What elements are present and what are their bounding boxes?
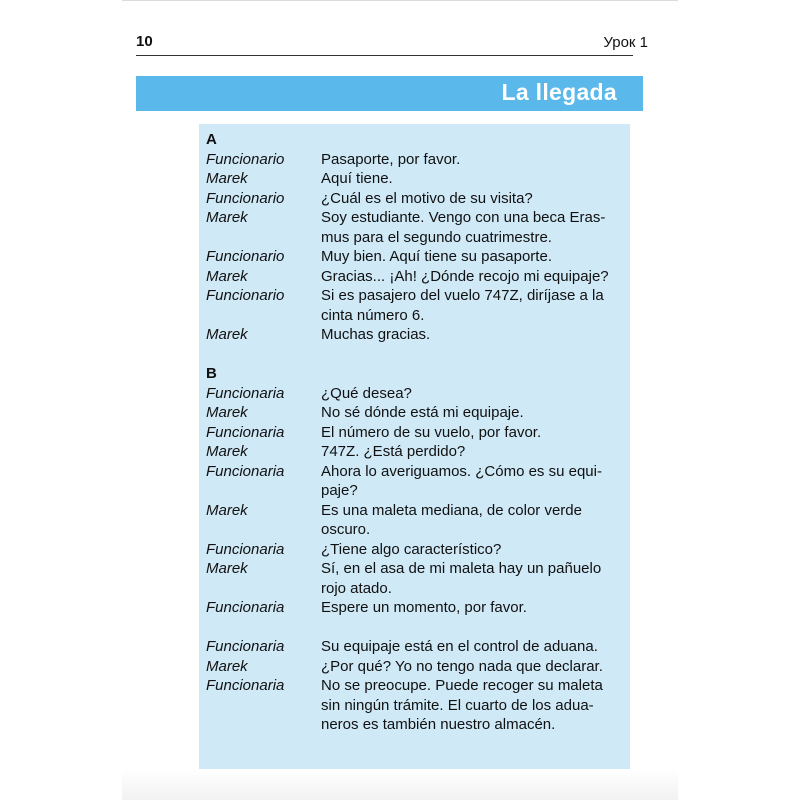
dialog-line: [206, 579, 626, 599]
speaker-name: Marek: [206, 326, 248, 343]
dialog-line: [206, 306, 626, 326]
speaker-name: [206, 306, 321, 326]
dialog-line: [206, 520, 626, 540]
section-label: B: [206, 365, 217, 382]
utterance-text: Es una maleta mediana, de color verde: [321, 501, 582, 519]
dialog-line: [206, 598, 626, 618]
utterance-text: Su equipaje está en el control de aduana.: [321, 638, 598, 655]
dialog-line: [206, 442, 626, 462]
page-bottom-shadow: [122, 770, 678, 800]
dialog-line: [206, 325, 626, 345]
speaker-name: Marek: [206, 443, 248, 460]
speaker-name: [206, 481, 321, 501]
dialog-line: [206, 267, 626, 287]
speaker-name: [206, 715, 321, 735]
dialog-section: [206, 364, 626, 735]
speaker-name: Marek: [206, 170, 248, 187]
dialog-line: [206, 559, 626, 579]
speaker-name: Funcionaria: [206, 599, 285, 616]
speaker-name: Funcionaria: [206, 462, 285, 480]
utterance-text: neros es también nuestro almacén.: [321, 716, 556, 733]
dialog-line: [206, 286, 626, 306]
speaker-name: [206, 520, 321, 540]
section-spacer: [206, 345, 626, 365]
speaker-name: Marek: [206, 560, 248, 577]
dialog-line: [206, 189, 626, 209]
utterance-text: ¿Qué desea?: [321, 384, 412, 402]
utterance-text: 747Z. ¿Está perdido?: [321, 443, 466, 460]
utterance-text: ¿Tiene algo característico?: [321, 540, 502, 558]
utterance-text: No se preocupe. Puede recoger su maleta: [321, 677, 603, 694]
speaker-name: Marek: [206, 209, 248, 226]
utterance-text: Ahora lo averiguamos. ¿Cómo es su equi-: [321, 462, 602, 480]
utterance-text: sin ningún trámite. El cuarto de los adua-: [321, 696, 594, 714]
dialog-line: [206, 657, 626, 677]
dialog-line: [206, 676, 626, 696]
dialog-line: [206, 501, 626, 521]
speaker-name: Funcionaria: [206, 423, 285, 441]
utterance-text: Gracias... ¡Ah! ¿Dónde recojo mi equipaje?: [321, 267, 609, 285]
dialog-content: [206, 130, 626, 735]
utterance-text: ¿Cuál es el motivo de su visita?: [321, 189, 533, 207]
speaker-name: Funcionario: [206, 189, 285, 207]
dialog-line: [206, 228, 626, 248]
dialog-section: [206, 130, 626, 345]
utterance-text: Muchas gracias.: [321, 326, 431, 343]
running-head: Урок 1: [603, 34, 648, 51]
dialog-line: [206, 423, 626, 443]
speaker-name: [206, 696, 321, 716]
utterance-text: Si es pasajero del vuelo 747Z, diríjase a la: [321, 287, 604, 304]
speaker-name: Funcionaria: [206, 677, 285, 694]
utterance-text: Muy bien. Aquí tiene su pasaporte.: [321, 248, 552, 265]
speaker-name: Marek: [206, 267, 248, 285]
dialog-line: [206, 637, 626, 657]
utterance-text: No sé dónde está mi equipaje.: [321, 404, 524, 421]
dialog-line: [206, 384, 626, 404]
section-label: A: [206, 131, 217, 148]
utterance-text: El número de su vuelo, por favor.: [321, 423, 542, 441]
speaker-name: Funcionario: [206, 150, 285, 168]
utterance-text: rojo atado.: [321, 579, 392, 597]
dialog-line: [206, 150, 626, 170]
page-number: 10: [136, 33, 153, 50]
dialog-line: [206, 462, 626, 482]
utterance-text: Sí, en el asa de mi maleta hay un pañuelo: [321, 560, 602, 577]
speaker-name: Funcionario: [206, 287, 285, 304]
utterance-text: paje?: [321, 482, 358, 499]
title-banner: [136, 76, 643, 111]
group-spacer: [206, 618, 626, 638]
dialog-line: [206, 403, 626, 423]
dialog-line: [206, 696, 626, 716]
speaker-name: Funcionaria: [206, 540, 285, 558]
speaker-name: Funcionaria: [206, 384, 285, 402]
utterance-text: ¿Por qué? Yo no tengo nada que declarar.: [321, 657, 603, 675]
dialog-line: [206, 169, 626, 189]
speaker-name: Marek: [206, 501, 248, 519]
dialog-line: [206, 247, 626, 267]
dialog-line: [206, 540, 626, 560]
speaker-name: Funcionario: [206, 248, 285, 265]
speaker-name: [206, 228, 321, 248]
utterance-text: Soy estudiante. Vengo con una beca Eras-: [321, 209, 606, 226]
speaker-name: Marek: [206, 657, 248, 675]
dialog-line: [206, 481, 626, 501]
utterance-text: cinta número 6.: [321, 306, 425, 324]
utterance-text: Aquí tiene.: [321, 170, 393, 187]
header-rule: [136, 55, 633, 56]
utterance-text: Pasaporte, por favor.: [321, 150, 461, 168]
speaker-name: Funcionaria: [206, 638, 285, 655]
utterance-text: oscuro.: [321, 521, 371, 538]
utterance-text: Espere un momento, por favor.: [321, 599, 527, 616]
speaker-name: Marek: [206, 404, 248, 421]
utterance-text: mus para el segundo cuatrimestre.: [321, 228, 552, 246]
speaker-name: [206, 579, 321, 599]
dialog-line: [206, 715, 626, 735]
lesson-title: La llegada: [501, 79, 617, 105]
dialog-line: [206, 208, 626, 228]
page-top-edge: [122, 0, 678, 1]
